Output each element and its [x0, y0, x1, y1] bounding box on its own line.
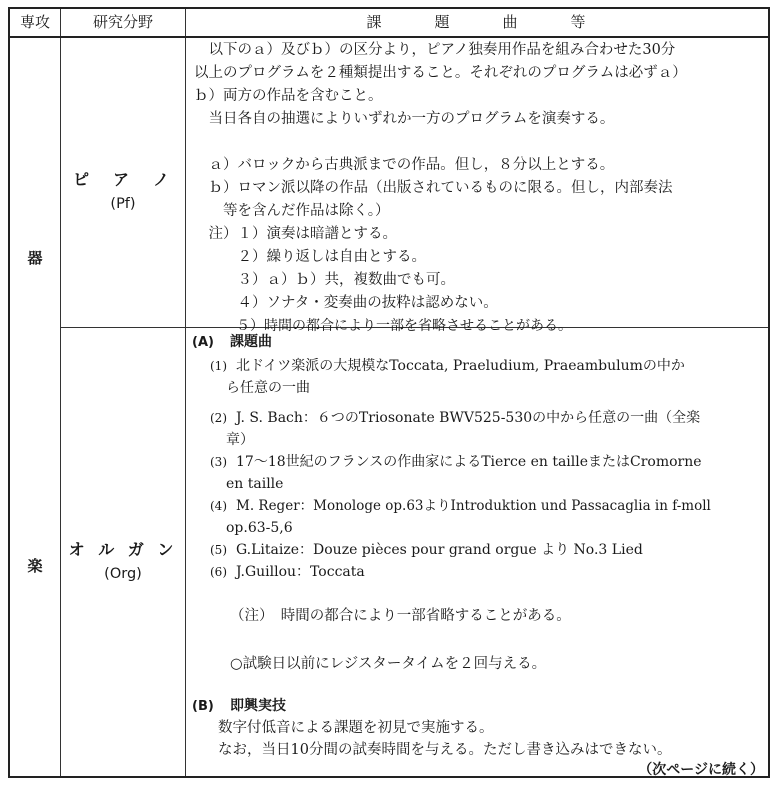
header-pieces: 課 題 曲 等: [366, 13, 588, 31]
item-number: (4): [210, 499, 227, 513]
organ-requirements: [190, 331, 768, 778]
field-piano: [61, 167, 185, 212]
text-line: 注）１）演奏は暗譜とする。: [194, 226, 397, 242]
section-b-title: 即興実技: [230, 698, 286, 714]
text-line: ５）時間の都合により一部を省略させることがある。: [194, 318, 572, 334]
note-text: （注） 時間の都合により一部省略することがある。: [230, 608, 571, 624]
text-line: 当日各自の抽選によりいずれか一方のプログラムを演奏する。: [194, 111, 615, 127]
text-line: なお，当日10分間の試奏時間を与える。ただし書き込みはできない。: [218, 742, 672, 758]
item-number: (5): [210, 543, 227, 557]
field-piano-abbr: (Pf): [110, 196, 136, 212]
item-text: op.63-5,6: [226, 520, 293, 536]
field-organ-abbr: (Org): [104, 566, 142, 582]
continued-notice: （次ページに続く）: [638, 762, 764, 778]
item-text: ら任意の一曲: [226, 380, 310, 396]
item-text: J. S. Bach：６つのTriosonate BWV525-530の中から任意の一曲（全楽: [236, 410, 701, 426]
text-line: ｂ）両方の作品を含むこと。: [194, 88, 383, 104]
field-organ: [61, 537, 185, 582]
text-line: ｂ）ロマン派以降の作品（出版されているものに限る。但し，内部奏法: [194, 180, 673, 196]
text-line: 以下のａ）及びｂ）の区分より，ピアノ独奏用作品を組み合わせた30分: [194, 42, 676, 58]
field-organ-name: オ ル ガ ン: [68, 540, 178, 559]
text-line: 等を含んだ作品は除く。）: [194, 203, 390, 219]
text-line: ａ）バロックから古典派までの作品。但し，８分以上とする。: [194, 157, 615, 173]
item-text: en taille: [226, 476, 284, 492]
header-major: 専攻: [19, 13, 50, 31]
item-text: J.Guillou：Toccata: [236, 564, 365, 580]
item-text: G.Litaize：Douze pièces pour grand orgue より No.3 Lied: [236, 542, 643, 558]
text-line: ３）ａ）ｂ）共，複数曲でも可。: [194, 272, 455, 288]
section-a-title: 課題曲: [230, 334, 272, 350]
major-char-1: 器: [27, 249, 43, 267]
text-line: ４）ソナタ・変奏曲の抜粋は認めない。: [194, 295, 498, 311]
item-number: (2): [210, 411, 227, 425]
register-time-text: ○試験日以前にレジスタータイムを２回与える。: [230, 656, 547, 672]
header-divider: [10, 36, 768, 38]
exam-requirements-table: [8, 7, 770, 778]
item-text: 北ドイツ楽派の大規模なToccata, Praeludium, Praeambulumの中か: [236, 358, 685, 374]
section-b-marker: (B): [192, 699, 214, 714]
item-number: (6): [210, 565, 227, 579]
piano-requirements: [194, 39, 768, 334]
section-a-marker: (A): [192, 335, 214, 350]
text-line: 数字付低音による課題を初見で実施する。: [218, 720, 494, 736]
column-divider: [60, 9, 61, 776]
item-text: M. Reger：Monologe op.63よりIntroduktion und Passacaglia in f-moll: [236, 498, 711, 514]
major-char-2: 楽: [27, 557, 43, 575]
item-text: 章）: [226, 432, 254, 448]
item-number: (3): [210, 455, 227, 469]
header-field: 研究分野: [92, 13, 153, 31]
item-text: 17～18世紀のフランスの作曲家によるTierce en tailleまたはCromorne: [236, 454, 702, 470]
text-line: 以上のプログラムを２種類提出すること。それぞれのプログラムは必ずａ）: [194, 65, 687, 81]
field-piano-name: ピ ア ノ: [72, 170, 173, 189]
text-line: ２）繰り返しは自由とする。: [194, 249, 426, 265]
column-divider: [185, 9, 186, 776]
item-number: (1): [210, 359, 227, 373]
